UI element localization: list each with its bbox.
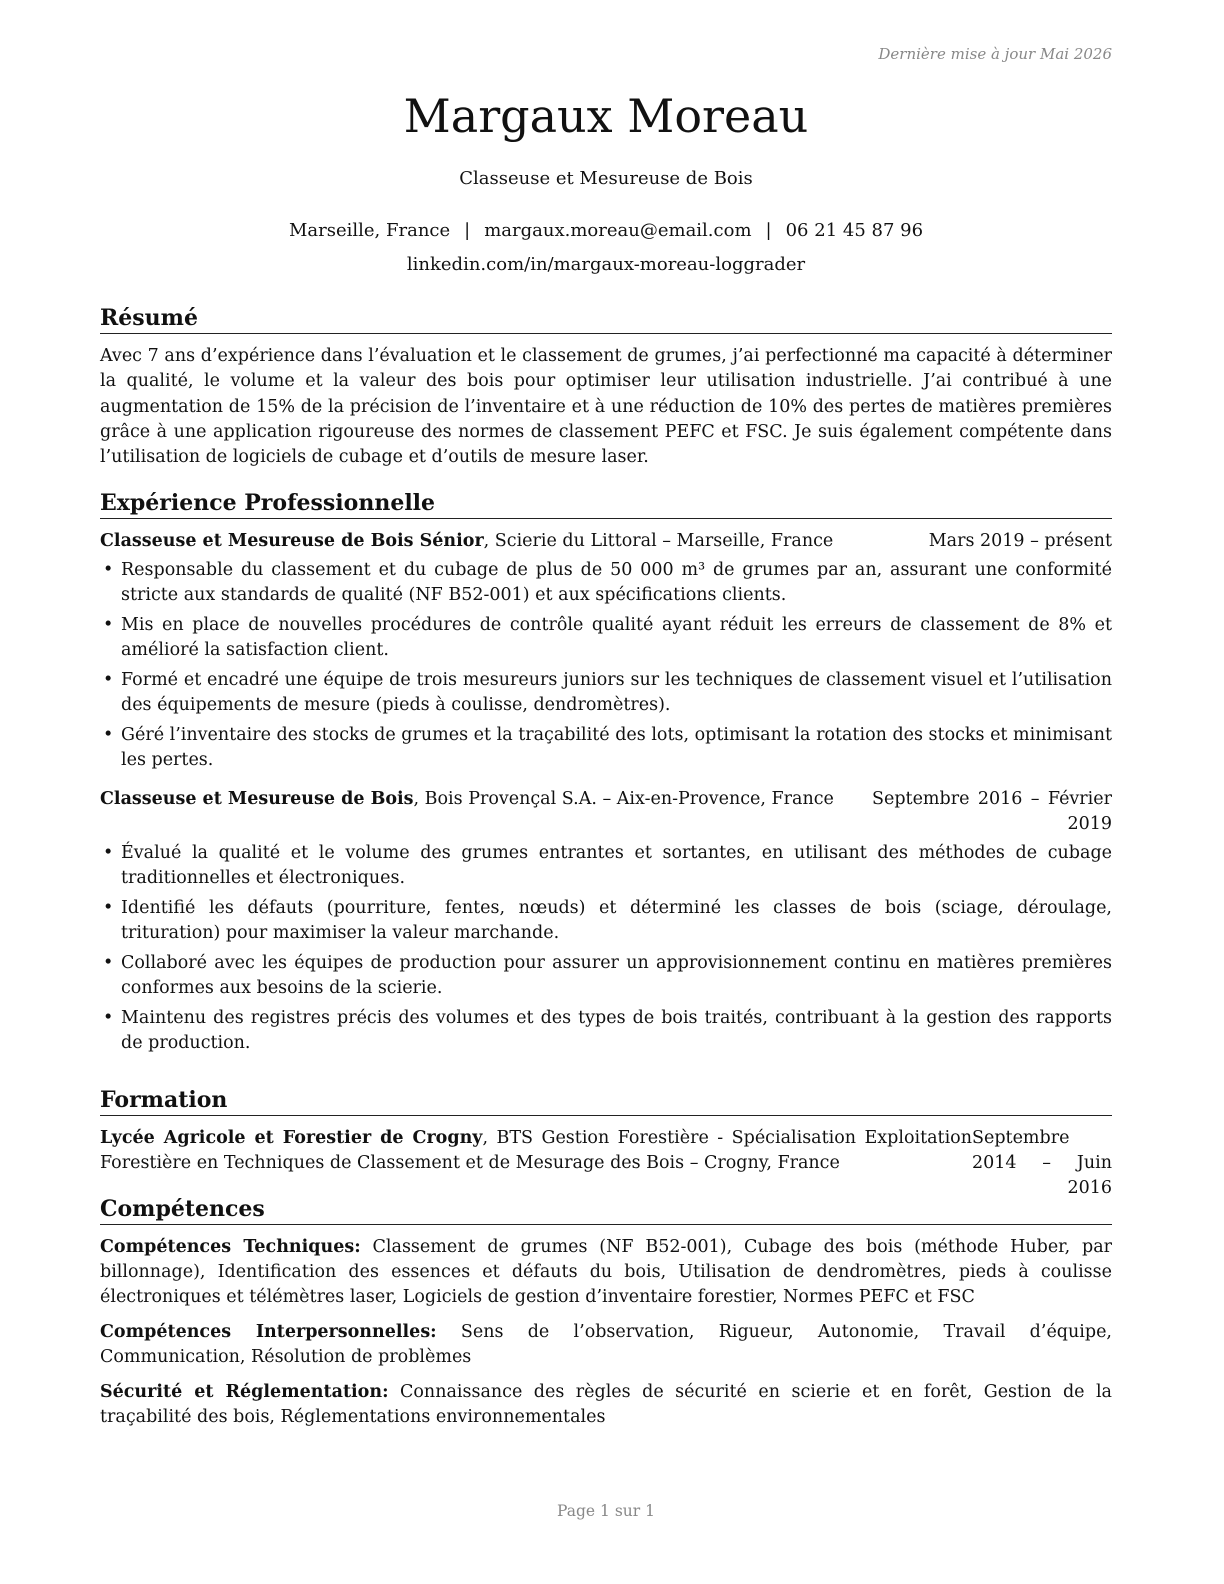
job-role: Classeuse et Mesureuse de Bois Sénior <box>100 531 484 551</box>
skills-heading: Compétences <box>100 1195 1112 1225</box>
job-company: , Scierie du Littoral – Marseille, France <box>483 531 834 551</box>
job-bullet: • Identifié les défauts (pourriture, fentes, nœuds) et déterminé les classes de bois (sciage, déroulage, trituration) pour maximiser la valeur marchande. <box>100 896 1112 946</box>
skill-label: Sécurité et Réglementation: <box>100 1382 389 1402</box>
candidate-name: Margaux Moreau <box>403 89 809 143</box>
education-detail: , BTS Gestion Forestière - Spécialisation Exploitation Forestière en Techniques de Classement et de Mesurage des Bois – Crogny, France <box>100 1128 972 1173</box>
education-section <box>100 1086 1112 1201</box>
contact-phone[interactable]: 06 21 45 87 96 <box>785 220 924 241</box>
job-bullet: • Mis en place de nouvelles procédures de contrôle qualité ayant réduit les erreurs de classement de 8% et amélioré la satisfaction client. <box>100 613 1112 663</box>
job-bullet: • Collaboré avec les équipes de production pour assurer un approvisionnement continu en matières premières conformes aux besoins de la scierie. <box>100 951 1112 1001</box>
experience-section <box>100 489 1112 1061</box>
job-entry <box>100 787 1112 1056</box>
contact-location: Marseille, France <box>288 220 451 241</box>
job-bullet: • Maintenu des registres précis des volumes et des types de bois traités, contribuant à la gestion des rapports de production. <box>100 1006 1112 1056</box>
skill-label: Compétences Techniques: <box>100 1237 361 1257</box>
last-updated: Dernière mise à jour Mai 2026 <box>878 45 1112 63</box>
skill-group-technical <box>100 1235 1112 1310</box>
education-school: Lycée Agricole et Forestier de Crogny <box>100 1128 483 1148</box>
skill-group-safety <box>100 1380 1112 1430</box>
candidate-title: Classeuse et Mesureuse de Bois <box>459 168 753 189</box>
skill-group-interpersonal <box>100 1320 1112 1370</box>
contact-separator: | <box>765 220 772 241</box>
skill-label: Compétences Interpersonnelles: <box>100 1322 437 1342</box>
job-company: , Bois Provençal S.A. – Aix-en-Provence, France <box>413 789 834 809</box>
job-dates: Mars 2019 – présent <box>928 531 1112 551</box>
skill-text: Connaissance des règles de sécurité en scierie et en forêt, Gestion de la traçabilité des bois, Réglementations environnementales <box>100 1382 1112 1427</box>
job-bullets <box>100 558 1112 773</box>
job-entry <box>100 529 1112 773</box>
skill-text: Sens de l’observation, Rigueur, Autonomie, Travail d’équipe, Communication, Résolution de problèmes <box>100 1322 1112 1367</box>
job-header <box>100 529 1112 554</box>
contact-line <box>100 219 1112 243</box>
contact-linkedin[interactable]: linkedin.com/in/margaux-moreau-loggrader <box>406 254 806 275</box>
contact-separator: | <box>464 220 471 241</box>
resume-page <box>100 0 1112 1584</box>
job-bullet: • Formé et encadré une équipe de trois mesureurs juniors sur les techniques de classement visuel et l’utilisation des équipements de mesure (pieds à coulisse, dendromètres). <box>100 668 1112 718</box>
education-entry <box>100 1126 1112 1201</box>
summary-text: Avec 7 ans d’expérience dans l’évaluation et le classement de grumes, j’ai perfectionné ma capacité à déterminer la qualité, le volume et la valeur des bois pour optimiser leur utilisation industrielle. J’ai contribué à une augmentation de 15% de la précision de l’inventaire et à une réduction de 10% des pertes de matières premières grâce à une application rigoureuse des normes de classement PEFC et FSC. Je suis également compétente dans l’utilisation de logiciels de cubage et d’outils de mesure laser. <box>100 346 1112 468</box>
job-header <box>100 787 1112 837</box>
page-number: Page 1 sur 1 <box>557 1502 655 1520</box>
summary-heading: Résumé <box>100 304 1112 334</box>
job-bullets <box>100 841 1112 1056</box>
experience-heading: Expérience Professionnelle <box>100 489 1112 519</box>
job-dates: Septembre 2016 – Février 2019 <box>872 789 1112 834</box>
education-dates: Septembre 2014 – Juin 2016 <box>972 1128 1112 1198</box>
job-bullet: • Responsable du classement et du cubage de plus de 50 000 m³ de grumes par an, assurant une conformité stricte aux standards de qualité (NF B52-001) et aux spécifications clients. <box>100 558 1112 608</box>
job-bullet: • Évalué la qualité et le volume des grumes entrantes et sortantes, en utilisant des méthodes de cubage traditionnelles et électroniques. <box>100 841 1112 891</box>
skill-text: Classement de grumes (NF B52-001), Cubage des bois (méthode Huber, par billonnage), Identification des essences et défauts du bois, Utilisation de dendromètres, pieds à coulisse électroniques et télémètres laser, Logiciels de gestion d’inventaire forestier, Normes PEFC et FSC <box>100 1237 1112 1307</box>
contact-email[interactable]: margaux.moreau@email.com <box>484 220 752 241</box>
summary-section <box>100 304 1112 470</box>
job-bullet: • Géré l’inventaire des stocks de grumes et la traçabilité des lots, optimisant la rotation des stocks et minimisant les pertes. <box>100 723 1112 773</box>
education-heading: Formation <box>100 1086 1112 1116</box>
job-role: Classeuse et Mesureuse de Bois <box>100 789 414 809</box>
skills-section <box>100 1195 1112 1430</box>
